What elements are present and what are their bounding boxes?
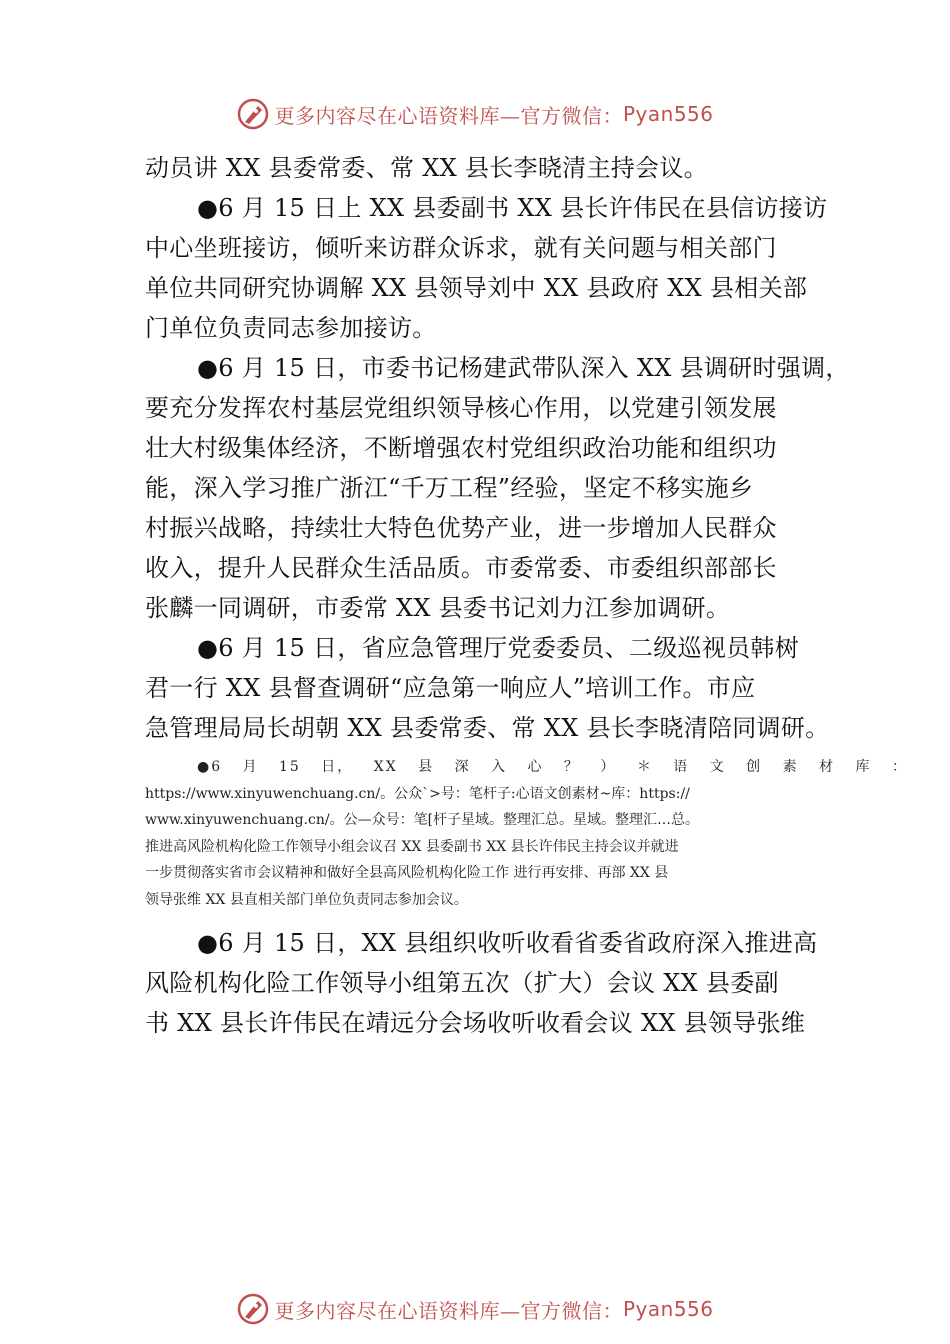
body-line: 急管理局局长胡朝 XX 县委常委、常 XX 县长李晓清陪同调研。: [145, 714, 830, 742]
small-line: 领导张维 XX 县直相关部门单位负责同志参加会议。: [145, 891, 468, 908]
body-line: 壮大村级集体经济，不断增强农村党组织政治功能和组织功: [145, 434, 777, 462]
small-line: 一步贯彻落实省市会议精神和做好全县高风险机构化险工作 进行再安排、再部 XX 县: [145, 865, 669, 881]
body-line: 要充分发挥农村基层党组织领导核心作用，以党建引领发展: [145, 394, 777, 422]
body-line: 收入，提升人民群众生活品质。市委常委、市委组织部部长: [145, 554, 777, 582]
document-body: [145, 148, 908, 1043]
small-line: www.xinyuwenchuang.cn/。公—众号：笔[杆子星域。整理汇总。星域。整理汇…总。: [145, 812, 700, 828]
body-line: ●6 月 15 日，市委书记杨建武带队深入 XX 县调研时强调，: [197, 354, 850, 382]
small-print-paragraph: [145, 754, 908, 913]
body-line: 动员讲 XX 县委常委、常 XX 县长李晓清主持会议。: [145, 154, 708, 182]
small-line: ●6 月 15 日， XX 县 深 入 心 ？ ） ＊ 语 文 创 素 材 库 ：: [197, 759, 908, 775]
pen-nib-logo-icon: [236, 1292, 270, 1326]
body-line: 风险机构化险工作领导小组第五次（扩大）会议 XX 县委副: [145, 969, 779, 997]
body-line: ●6 月 15 日，省应急管理厅党委委员、二级巡视员韩树: [197, 634, 800, 662]
body-line: 村振兴战略，持续壮大特色优势产业，进一步增加人民群众: [145, 514, 777, 542]
body-line: 张麟一同调研，市委常 XX 县委书记刘力江参加调研。: [145, 594, 731, 622]
small-line: https://www.xinyuwenchuang.cn/。公众`>号：笔杆子:心语文创素材~库：https://: [145, 785, 690, 802]
body-line: 中心坐班接访，倾听来访群众诉求，就有关问题与相关部门: [145, 234, 777, 262]
body-line: ●6 月 15 日上 XX 县委副书 XX 县长许伟民在县信访接访: [197, 194, 828, 222]
body-line: ●6 月 15 日，XX 县组织收听收看省委省政府深入推进高: [197, 929, 818, 957]
body-line: 书 XX 县长许伟民在靖远分会场收听收看会议 XX 县领导张维: [145, 1009, 806, 1037]
header-text: 更多内容尽在心语资料库—官方微信：: [274, 103, 623, 128]
body-line: 能，深入学习推广浙江“千万工程”经验，坚定不移实施乡: [145, 474, 754, 502]
footer-wechat-id: Pyan556: [622, 1297, 714, 1321]
body-line: 单位共同研究协调解 XX 县领导刘中 XX 县政府 XX 县相关部: [145, 274, 808, 302]
body-line: 君一行 XX 县督查调研“应急第一响应人”培训工作。市应: [145, 674, 756, 702]
body-line: 门单位负责同志参加接访。: [145, 314, 437, 342]
footer-banner: [0, 1289, 950, 1329]
small-line: 推进高风险机构化险工作领导小组会议召 XX 县委副书 XX 县长许伟民主持会议并就进: [145, 838, 679, 855]
header-banner: [0, 94, 950, 134]
footer-text: 更多内容尽在心语资料库—官方微信：: [274, 1298, 623, 1323]
pen-nib-logo-icon: [236, 97, 270, 131]
header-wechat-id: Pyan556: [622, 102, 714, 126]
